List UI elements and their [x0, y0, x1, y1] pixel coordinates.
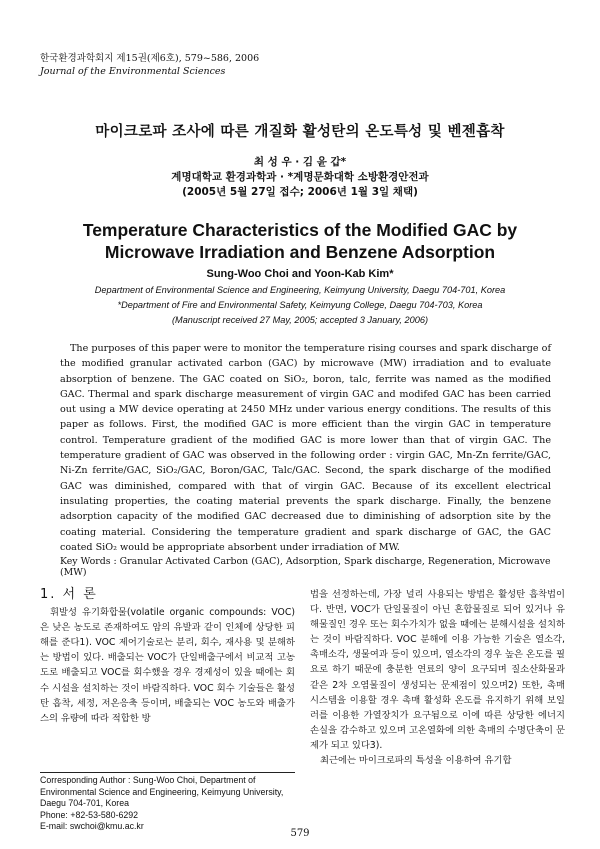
english-authors: Sung-Woo Choi and Yoon-Kab Kim*: [206, 268, 394, 280]
english-title-line2: Microwave Irradiation and Benzene Adsorption: [104, 242, 496, 262]
korean-received: (2005년 5월 27일 접수; 2006년 1월 3일 채택): [182, 186, 418, 198]
corresponding-author-footnote: [40, 775, 295, 833]
journal-header: [40, 52, 259, 78]
footnote-author: Corresponding Author : Sung-Woo Choi, Department of Environmental Science and Engineering, Keimyung University, Daegu 704-701, Korea: [40, 775, 284, 809]
korean-authors: 최 성 우 · 김 윤 갑*: [253, 156, 347, 168]
intro-paragraph-right-2: 최근에는 마이크로파의 특성을 이용하여 유기합: [320, 755, 512, 767]
korean-affiliation: 계명대학교 환경과학과 · *계명문화대학 소방환경안전과: [171, 171, 429, 183]
english-affiliation-1: Department of Environmental Science and Engineering, Keimyung University, Daegu 704-701, Korea: [94, 285, 506, 295]
english-title-line1: Temperature Characteristics of the Modified GAC by: [82, 220, 518, 240]
footnote-divider: [40, 772, 295, 773]
english-affiliation-2: *Department of Fire and Environmental Safety, Keimyung College, Daegu 704-703, Korea: [117, 300, 483, 310]
right-column: [310, 587, 565, 768]
footnote-email: E-mail: swchoi@kmu.ac.kr: [40, 821, 144, 832]
english-received: (Manuscript received 27 May, 2005; accepted 3 January, 2006): [171, 315, 429, 325]
intro-paragraph-right: 법을 선정하는데, 가장 널리 사용되는 방법은 활성탄 흡착법이다. 반면, VOC가 단일물질이 아닌 혼합물질로 되어 있거나 유해물질인 경우 또는 회수가치가 없을 때에는 분해시설을 설치하는 것이 바람직하다. VOC 분해에 이용 가능한 기술은 열소각, 촉매소각, 생물여과 등이 있으며, 열소각의 경우 높은 온도를 필요로 하기 때문에 충분한 연료의 양이 요구되며 질소산화물과 같은 2차 오염물질이 생성되는 문제점이 있으며2) 또한, 촉매 시스템을 이용할 경우 촉매 활성화 온도를 유지하기 위해 보일러를 이용한 가열장치가 요구됨으로 이에 따른 상당한 에너지 손실을 감수하고 있으며 고온열화에 의한 촉매의 수명단축이 문제가 되고 있다3).: [310, 589, 565, 751]
section-title-introduction: 1. 서 론: [40, 587, 98, 602]
footnote-phone: Phone: +82-53-580-6292: [40, 809, 139, 820]
english-title: [0, 219, 600, 263]
journal-citation-korean: 한국환경과학회지 제15권(제6호), 579~586, 2006: [40, 53, 260, 64]
page-number: 579: [290, 828, 310, 839]
keywords: Key Words : Granular Activated Carbon (GAC), Adsorption, Spark discharge, Regeneration, Microwave (MW): [60, 556, 551, 578]
korean-title: 마이크로파 조사에 따른 개질화 활성탄의 온도특성 및 벤젠흡착: [95, 124, 505, 140]
english-affiliations: [0, 283, 600, 328]
korean-author-block: [0, 155, 600, 200]
journal-name-english: Journal of the Environmental Sciences: [40, 66, 226, 77]
abstract: The purposes of this paper were to monitor the temperature rising courses and spark discharge of the modified granular activated carbon (GAC) by microwave (MW) irradiation and to evaluate absorption of benzene. The GAC coated on SiO₂, boron, talc, ferrite was named as the modified GAC. Thermal and spark discharge measurement of virgin GAC and modifed GAC has been carried out using a MW device operating at 2450 MHz under various energy conditions. The results of this paper as follows. First, the modified GAC is more efficient than the virgin GAC in temperature control. Temperature gradient of the modified GAC is more lower than that of virgin GAC. The temperature gradient of GAC was observed in the following order : virgin GAC, Mn-Zn ferrite/GAC, Ni-Zn ferrite/GAC, SiO₂/GAC, Boron/GAC, Talc/GAC. Second, the spark discharge of the modified GAC was diminished, compared with that of virgin GAC. Because of its excellent electrical insulating properties, the coating material prevents the spark discharge. Finally, the benzene adsorption capacity of the modified GAC decreased due to diminishing of adsorption site by the coating material. Considering the temperature gradient and spark discharge of GAC, the GAC coated SiO₂ would be appropriate absorbent under irradiation of MW.: [60, 343, 551, 553]
left-column: [40, 587, 295, 726]
intro-paragraph-left: 휘발성 유기화합물(volatile organic compounds: VOC)은 낮은 농도로 존재하여도 암의 유발과 같이 인체에 상당한 피해를 준다1). VOC 제어기술로는 분리, 회수, 재사용 및 분해하는 방법이 있다. 배출되는 VOC가 단일배출구에서 비교적 고농도로 배출되고 VOC를 회수했을 경우 경제성이 있을 때에는 회수 시설을 설치하는 것이 바람직하다. VOC 회수 기술들은 활성탄 흡착, 세정, 저온응축 등이며, 배출되는 VOC 농도와 배출가스의 유량에 따라 적합한 방: [40, 607, 295, 724]
